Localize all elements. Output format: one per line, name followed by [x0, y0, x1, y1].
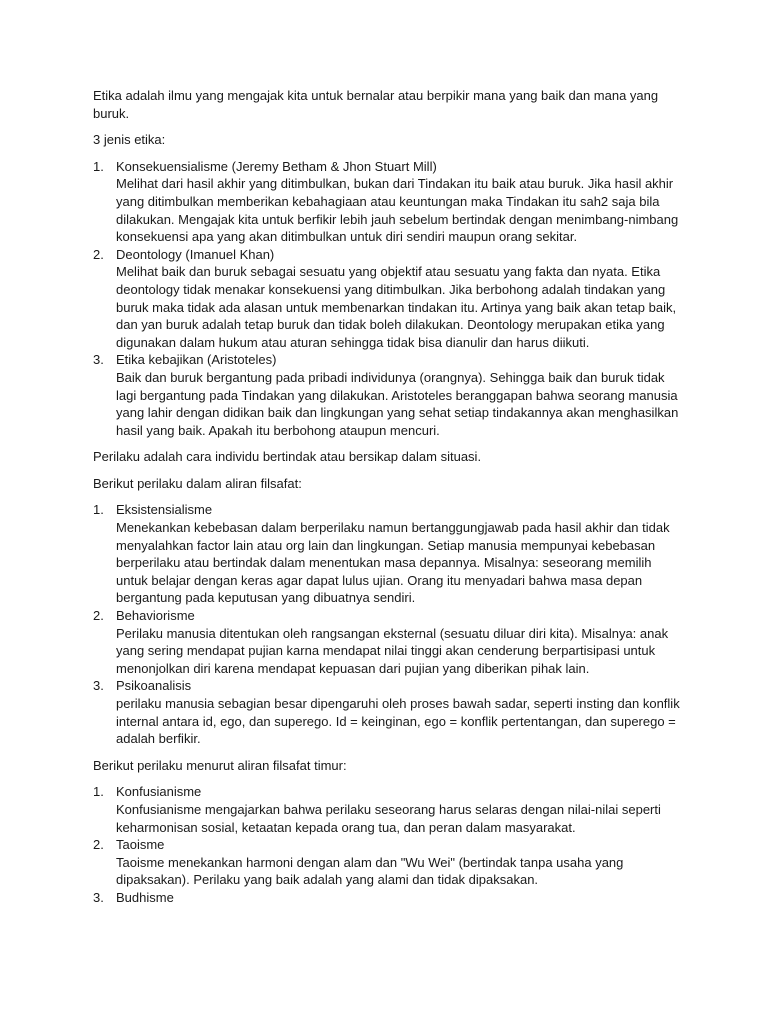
intro-paragraph: Etika adalah ilmu yang mengajak kita untuk bernalar atau berpikir mana yang baik dan mana yang buruk.	[93, 88, 659, 121]
timur-list	[93, 783, 683, 906]
list-number: 3.	[93, 889, 104, 905]
list-item-title: Behaviorisme	[116, 608, 195, 624]
list-item-description: Menekankan kebebasan dalam berperilaku namun bertanggungjawab pada hasil akhir dan tidak menyalahkan factor lain atau org lain dan lingkungan. Setiap manusia mempunyai kebebasan berperilaku atau bertindak dalam menentukan masa depannya. Misalnya: seseorang memilih untuk belajar dengan keras agar dapat lulus ujian. Orang itu menyadari bahwa masa depan bergantung pada keputusan yang dibuatnya sendiri.	[116, 520, 670, 606]
perilaku-definition: Perilaku adalah cara individu bertindak atau bersikap dalam situasi.	[93, 449, 482, 465]
list-item-title: Psikoanalisis	[116, 678, 192, 694]
list-item-description: Melihat baik dan buruk sebagai sesuatu yang objektif atau sesuatu yang fakta dan nyata. Etika deontology tidak menakar konsekuensi yang ditimbulkan. Jika berbohong adalah tindakan yang buruk maka tidak ada alasan untuk membenarkan tindakan itu. Artinya yang baik akan tetap baik, dan yan buruk adalah tetap buruk dan tidak boleh dilakukan. Deontology merupakan etika yang digunakan dalam hukum atau aturan sehingga tidak bisa dianulir dan harus diikuti.	[116, 264, 677, 350]
list-number: 1.	[93, 158, 104, 174]
etika-heading: 3 jenis etika:	[93, 132, 166, 148]
list-number: 1.	[93, 784, 104, 800]
list-item-title: Taoisme	[116, 837, 165, 853]
document-page	[93, 87, 683, 916]
list-item	[93, 836, 683, 889]
list-number: 2.	[93, 246, 104, 262]
list-number: 2.	[93, 608, 104, 624]
list-item	[93, 783, 683, 836]
list-item-description: Melihat dari hasil akhir yang ditimbulkan, bukan dari Tindakan itu baik atau buruk. Jika hasil akhir yang ditimbulkan memberikan kebahagiaan atau keuntungan maka Tindakan itu sah2 saja bila dilakukan. Mengajak kita untuk berfikir lebih jauh sebelum bertindak dengan menimbang-nimbang konsekuensi apa yang akan ditimbulkan untuk diri sendiri maupun orang sekitar.	[116, 176, 679, 245]
list-item-description: Taoisme menekankan harmoni dengan alam dan "Wu Wei" (bertindak tanpa usaha yang dipaksakan). Perilaku yang baik adalah yang alami dan tidak dipaksakan.	[116, 854, 624, 888]
filsafat-heading: Berikut perilaku dalam aliran filsafat:	[93, 475, 302, 491]
list-item-description: Konfusianisme mengajarkan bahwa perilaku seseorang harus selaras dengan nilai-nilai seperti keharmonisan sosial, ketaatan kepada orang tua, dan peran dalam masyarakat.	[116, 801, 661, 835]
list-item-title: Budhisme	[116, 889, 174, 905]
list-item-description: perilaku manusia sebagian besar dipengaruhi oleh proses bawah sadar, seperti insting dan konflik internal antara id, ego, dan superego. Id = keinginan, ego = konflik pertentangan, dan superego = adalah berfikir.	[116, 696, 680, 747]
timur-heading: Berikut perilaku menurut aliran filsafat timur:	[93, 757, 347, 773]
list-item	[93, 607, 683, 677]
list-number: 2.	[93, 837, 104, 853]
list-item-description: Perilaku manusia ditentukan oleh rangsangan eksternal (sesuatu diluar diri kita). Misalnya: anak yang sering mendapat pujian karna mendapat nilai tinggi akan cenderung berpartisipasi untuk menonjolkan diri karena mendapat kepuasan dari pujian yang diberikan pihak lain.	[116, 625, 669, 676]
list-item	[93, 246, 683, 352]
list-item-title: Eksistensialisme	[116, 502, 213, 518]
list-item-title: Deontology (Imanuel Khan)	[116, 246, 275, 262]
list-item-title: Konsekuensialisme (Jeremy Betham & Jhon Stuart Mill)	[116, 158, 437, 174]
list-number: 3.	[93, 352, 104, 368]
list-number: 1.	[93, 502, 104, 518]
list-item-title: Konfusianisme	[116, 784, 202, 800]
etika-list	[93, 158, 683, 440]
list-item-description: Baik dan buruk bergantung pada pribadi individunya (orangnya). Sehingga baik dan buruk tidak lagi bergantung pada Tindakan yang dilakukan. Aristoteles beranggapan bahwa seorang manusia yang lahir dengan didikan baik dan lingkungan yang sehat setiap tindakannya akan menghasilkan hasil yang baik. Apakah itu berbohong ataupun mencuri.	[116, 369, 679, 438]
list-item	[93, 158, 683, 246]
list-item	[93, 889, 683, 907]
list-item	[93, 351, 683, 439]
list-item	[93, 677, 683, 747]
list-number: 3.	[93, 678, 104, 694]
list-item	[93, 501, 683, 607]
list-item-title: Etika kebajikan (Aristoteles)	[116, 352, 277, 368]
filsafat-list	[93, 501, 683, 747]
